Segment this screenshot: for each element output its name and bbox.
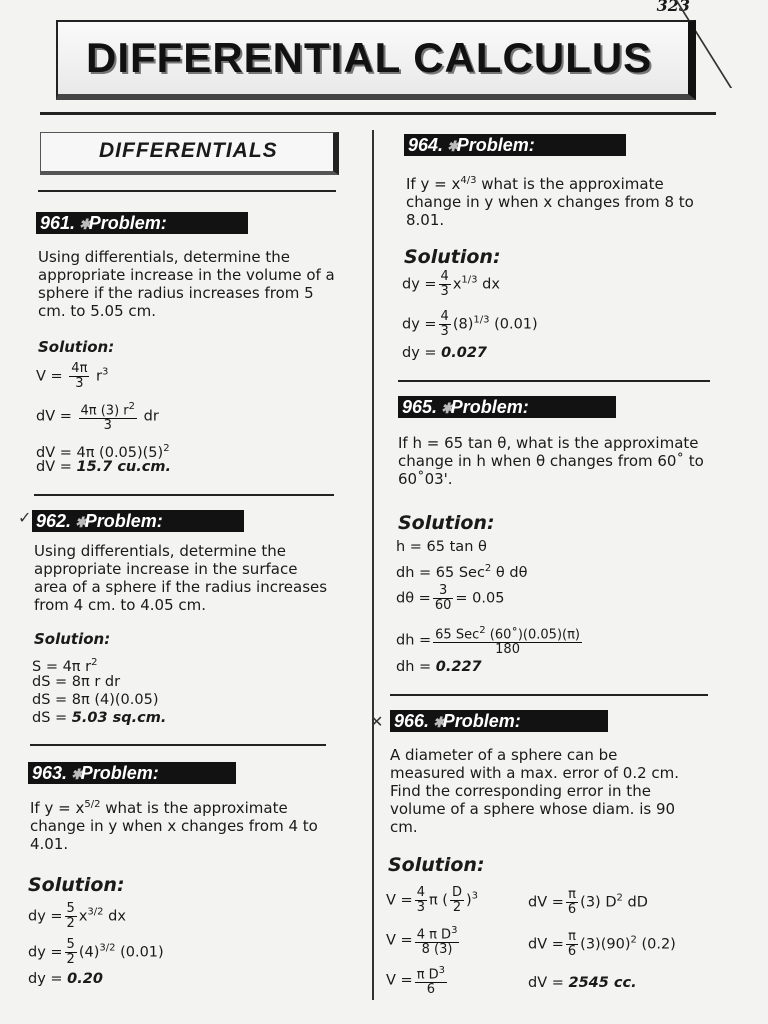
star-icon: ✱ [433,714,443,730]
star-icon: ✱ [441,400,451,416]
check-mark-icon: ✓ [18,508,32,527]
equation-line: dy = $\frac{5}{2}$ $(4)^{3/2}$ (0.01) [28,937,164,967]
equation-line: dθ = $\frac{3}{60}$ = 0.05 [396,583,505,613]
equation-line: dV = $\frac{\pi}{6}$ (3) $D^2$ dD [528,887,648,917]
fraction: $\frac{\pi}{6}$ [567,887,577,917]
equation-line: dh = 0.227 [396,659,482,675]
problem-rule [34,494,334,496]
answer: 2545 cc. [568,975,637,991]
equation-line: dV = 2545 cc. [528,975,637,991]
problem-number: 962. [36,511,72,531]
cross-mark-icon: ✕ [370,712,384,731]
problem-963-text: If $y = x^{5/2}$ what is the approximate change in y when x changes from 4 to 4.01. [30,799,318,853]
solution-label: Solution: [388,854,485,876]
problem-963-tag [28,762,236,784]
equation-line: dV = 15.7 cu.cm. [36,459,171,475]
problem-964-text: If $y = x^{4/3}$ what is the approximate change in y when x changes from 8 to 8.01. [406,175,694,229]
problem-number: 963. [32,763,68,783]
chapter-title-banner [56,20,696,100]
solution-label: Solution: [28,874,125,896]
equation-line: S = 4π $r^2$ [32,657,98,675]
problem-rule [390,694,708,696]
fraction: $\frac{\pi D^3}{6}$ [416,965,446,998]
section-rule [38,190,336,192]
star-icon: ✱ [71,766,81,782]
problem-word: Problem: [442,711,521,731]
equation-line: dV = $\frac{\pi}{6}$ $(3)(90)^2$ (0.2) [528,929,676,959]
problem-961-tag [36,212,248,234]
equation-line: dy = 0.027 [402,345,488,361]
section-banner [40,132,339,175]
problem-rule [30,744,326,746]
answer: 0.027 [441,345,488,361]
equation-line: dy = $\frac{4}{3}$ $(8)^{1/3}$ (0.01) [402,309,538,339]
problem-number: 965. [402,397,438,417]
answer: 5.03 sq.cm. [71,710,167,726]
problem-word: Problem: [84,511,163,531]
section-title: DIFFERENTIALS [99,139,278,162]
star-icon: ✱ [447,138,457,154]
equation-line: V = $\frac{4\pi}{3}$ $r^3$ [36,361,109,391]
problem-number: 961. [40,213,76,233]
equation-line: dS = 8π r dr [32,674,121,690]
problem-number: 966. [394,711,430,731]
equation-line: dV = 4π $(0.05)(5)^2$ [36,443,170,461]
fraction: $\frac{D}{2}$ [451,885,462,915]
fraction: $\frac{4}{3}$ [416,885,425,915]
fraction: $\frac{4\pi}{3}$ [71,361,88,391]
solution-label: Solution: [34,630,111,648]
chapter-title: DIFFERENTIAL CALCULUS [86,34,653,81]
header-rule [40,112,716,115]
solution-label: Solution: [38,338,115,356]
fraction: $\frac{4\pi (3) r^2}{3}$ [80,401,135,434]
problem-word: Problem: [456,135,535,155]
fraction: $\frac{5}{2}$ [66,937,75,967]
answer: 15.7 cu.cm. [76,459,171,475]
problem-961-text: Using differentials, determine the appropriate increase in the volume of a sphere if the radius increases from 5 cm. to 5.05 cm. [38,248,335,320]
problem-word: Problem: [88,213,167,233]
fraction: $\frac{3}{60}$ [434,583,452,613]
problem-number: 964. [408,135,444,155]
equation-line: h = 65 tan θ [396,539,487,555]
equation-line: V = $\frac{4}{3}$ π ( $\frac{D}{2}$ )$^3$ [386,885,479,915]
equation-line: V = $\frac{\pi D^3}{6}$ [386,965,446,998]
column-divider [372,130,374,1000]
star-icon: ✱ [75,514,85,530]
problem-rule [398,380,710,382]
equation-line: dh = $\frac{65 Sec^2 (60˚)(0.05)(\pi)}{180}$ [396,625,580,658]
equation-line: dy = 0.20 [28,971,103,987]
problem-964-tag [404,134,626,156]
equation-line: dS = 8π (4)(0.05) [32,692,159,708]
equation-line: dy = $\frac{5}{2}$ $x^{3/2}$ dx [28,901,126,931]
problem-965-text: If h = 65 tan θ, what is the approximate change in h when θ changes from 60˚ to 60˚03'. [398,434,704,488]
fraction: $\frac{4}{3}$ [440,309,449,339]
page-number: 323 [656,0,690,15]
equation-line: dS = 5.03 sq.cm. [32,710,167,726]
equation-line: dV = $\frac{4\pi (3) r^2}{3}$ dr [36,401,159,434]
star-icon: ✱ [79,216,89,232]
problem-962-tag [32,510,244,532]
problem-word: Problem: [80,763,159,783]
fraction: $\frac{\pi}{6}$ [567,929,577,959]
answer: 0.227 [435,659,482,675]
problem-word: Problem: [450,397,529,417]
equation-line: dy = $\frac{4}{3}$ $x^{1/3}$ dx [402,269,500,299]
problem-962-text: Using differentials, determine the appropriate increase in the surface area of a sphere if the radius increases from 4 cm. to 4.05 cm. [34,542,328,614]
fraction: $\frac{5}{2}$ [66,901,75,931]
fraction: $\frac{65 Sec^2 (60˚)(0.05)(\pi)}{180}$ [435,625,580,658]
solution-label: Solution: [404,246,501,268]
fraction: $\frac{4 \pi D^3}{8 (3)}$ [416,925,458,958]
solution-label: Solution: [398,512,495,534]
equation-line: V = $\frac{4 \pi D^3}{8 (3)}$ [386,925,458,958]
problem-965-tag [398,396,616,418]
problem-966-text: A diameter of a sphere can be measured with a max. error of 0.2 cm. Find the corresponding error in the volume of a sphere whose diam. is 90 cm. [390,746,680,836]
equation-line: dh = 65 Sec$^2$ θ dθ [396,563,528,581]
answer: 0.20 [67,971,103,987]
problem-966-tag [390,710,608,732]
fraction: $\frac{4}{3}$ [440,269,449,299]
